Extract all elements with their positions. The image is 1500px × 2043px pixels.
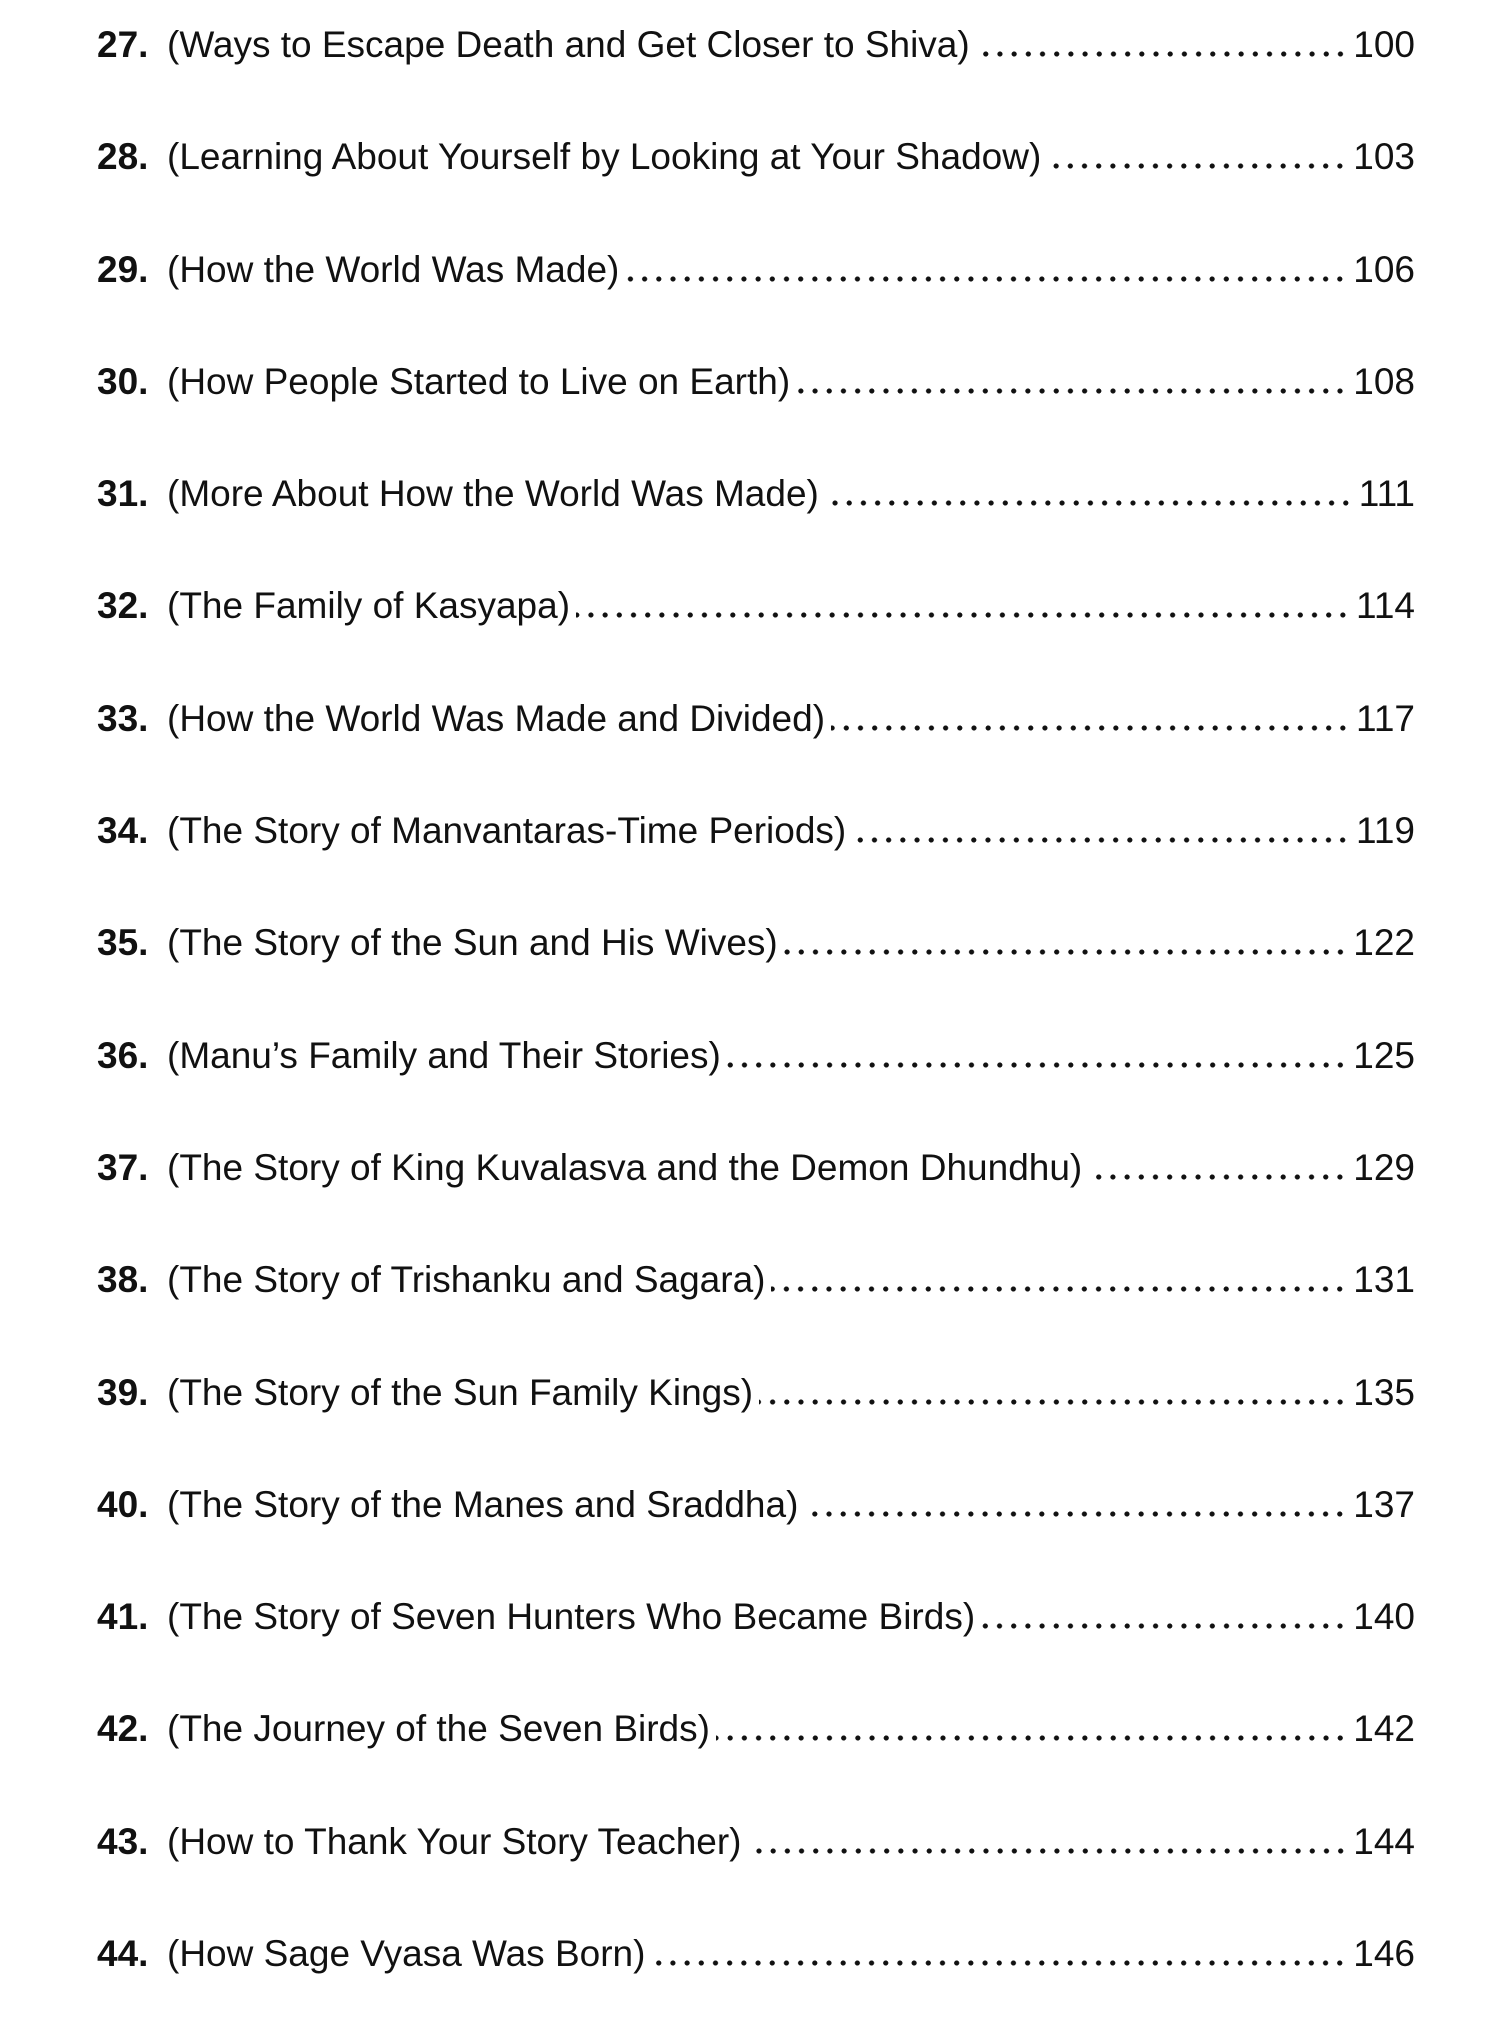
toc-entry[interactable]	[97, 1706, 1415, 1818]
entry-page-number: 103	[1353, 136, 1415, 178]
entry-number: 34.	[97, 810, 149, 852]
toc-entry[interactable]	[97, 471, 1415, 583]
dot-leader	[784, 949, 1348, 955]
entry-title: (The Story of Seven Hunters Who Became Birds)	[167, 1596, 976, 1638]
entry-title: (The Journey of the Seven Birds)	[167, 1708, 710, 1750]
entry-title: (The Story of the Sun Family Kings)	[167, 1371, 754, 1413]
entry-title: (The Story of King Kuvalasva and the Demon Dhundhu)	[167, 1146, 1083, 1188]
entry-number: 37.	[97, 1146, 149, 1188]
dot-leader	[852, 837, 1350, 843]
entry-page-number: 129	[1353, 1146, 1415, 1188]
dot-leader	[771, 1286, 1347, 1292]
entry-title: (How People Started to Live on Earth)	[167, 360, 791, 402]
entry-title: (The Story of the Sun and His Wives)	[167, 922, 778, 964]
dot-leader	[759, 1399, 1347, 1405]
entry-title: (How the World Was Made)	[167, 248, 620, 290]
toc-entry[interactable]	[97, 1370, 1415, 1482]
dot-leader	[831, 725, 1350, 731]
entry-page-number: 125	[1353, 1034, 1415, 1076]
dot-leader	[804, 1511, 1347, 1517]
dot-leader	[976, 51, 1348, 57]
entry-page-number: 108	[1353, 360, 1415, 402]
toc-entry[interactable]	[97, 1482, 1415, 1594]
dot-leader	[796, 388, 1347, 394]
entry-title: (How to Thank Your Story Teacher)	[167, 1820, 742, 1862]
entry-page-number: 114	[1356, 585, 1415, 627]
toc-entry[interactable]	[97, 1931, 1415, 2043]
toc-entry[interactable]	[97, 583, 1415, 695]
dot-leader	[651, 1960, 1347, 1966]
dot-leader	[825, 500, 1353, 506]
dot-leader	[576, 612, 1350, 618]
entry-page-number: 117	[1356, 697, 1415, 739]
entry-title: (The Story of the Manes and Sraddha)	[167, 1483, 799, 1525]
dot-leader	[1088, 1174, 1347, 1180]
toc-entry[interactable]	[97, 920, 1415, 1032]
entry-title: (Ways to Escape Death and Get Closer to Shiva)	[167, 24, 970, 65]
dot-leader	[981, 1623, 1347, 1629]
toc-entry[interactable]	[97, 359, 1415, 471]
entry-page-number: 106	[1353, 248, 1415, 290]
entry-title: (More About How the World Was Made)	[167, 473, 819, 515]
entry-title: (The Family of Kasyapa)	[167, 585, 571, 627]
entry-title: (How Sage Vyasa Was Born)	[167, 1933, 646, 1975]
entry-number: 38.	[97, 1259, 149, 1301]
entry-page-number: 131	[1353, 1259, 1415, 1301]
toc-entry[interactable]	[97, 1145, 1415, 1257]
entry-number: 27.	[97, 24, 149, 65]
toc-entry[interactable]	[97, 134, 1415, 246]
entry-number: 29.	[97, 248, 149, 290]
entry-number: 44.	[97, 1933, 149, 1975]
dot-leader	[1047, 163, 1347, 169]
entry-number: 42.	[97, 1708, 149, 1750]
entry-number: 43.	[97, 1820, 149, 1862]
entry-page-number: 140	[1353, 1596, 1415, 1638]
entry-page-number: 146	[1353, 1933, 1415, 1975]
entry-number: 36.	[97, 1034, 149, 1076]
entry-page-number: 144	[1353, 1820, 1415, 1862]
entry-page-number: 111	[1358, 473, 1415, 515]
toc-entry[interactable]	[97, 696, 1415, 808]
entry-number: 41.	[97, 1596, 149, 1638]
toc-entry[interactable]	[97, 808, 1415, 920]
toc-entry[interactable]	[97, 22, 1415, 134]
toc-entry[interactable]	[97, 1257, 1415, 1369]
toc-entry[interactable]	[97, 1594, 1415, 1706]
entry-number: 35.	[97, 922, 149, 964]
toc-entry[interactable]	[97, 1819, 1415, 1931]
toc-entry[interactable]	[97, 247, 1415, 359]
entry-number: 39.	[97, 1371, 149, 1413]
entry-title: (How the World Was Made and Divided)	[167, 697, 826, 739]
entry-number: 40.	[97, 1483, 149, 1525]
entry-title: (Learning About Yourself by Looking at Your Shadow)	[167, 136, 1042, 178]
table-of-contents	[97, 22, 1415, 2043]
entry-page-number: 119	[1356, 810, 1415, 852]
dot-leader	[748, 1848, 1348, 1854]
entry-number: 30.	[97, 360, 149, 402]
entry-number: 31.	[97, 473, 149, 515]
entry-page-number: 100	[1353, 24, 1415, 65]
entry-title: (Manu’s Family and Their Stories)	[167, 1034, 721, 1076]
entry-title: (The Story of Trishanku and Sagara)	[167, 1259, 766, 1301]
entry-number: 28.	[97, 136, 149, 178]
entry-page-number: 142	[1353, 1708, 1415, 1750]
dot-leader	[625, 276, 1347, 282]
entry-page-number: 122	[1353, 922, 1415, 964]
entry-number: 33.	[97, 697, 149, 739]
toc-entry[interactable]	[97, 1033, 1415, 1145]
dot-leader	[727, 1062, 1347, 1068]
entry-page-number: 137	[1353, 1483, 1415, 1525]
dot-leader	[716, 1735, 1347, 1741]
entry-title: (The Story of Manvantaras-Time Periods)	[167, 810, 847, 852]
entry-number: 32.	[97, 585, 149, 627]
entry-page-number: 135	[1353, 1371, 1415, 1413]
